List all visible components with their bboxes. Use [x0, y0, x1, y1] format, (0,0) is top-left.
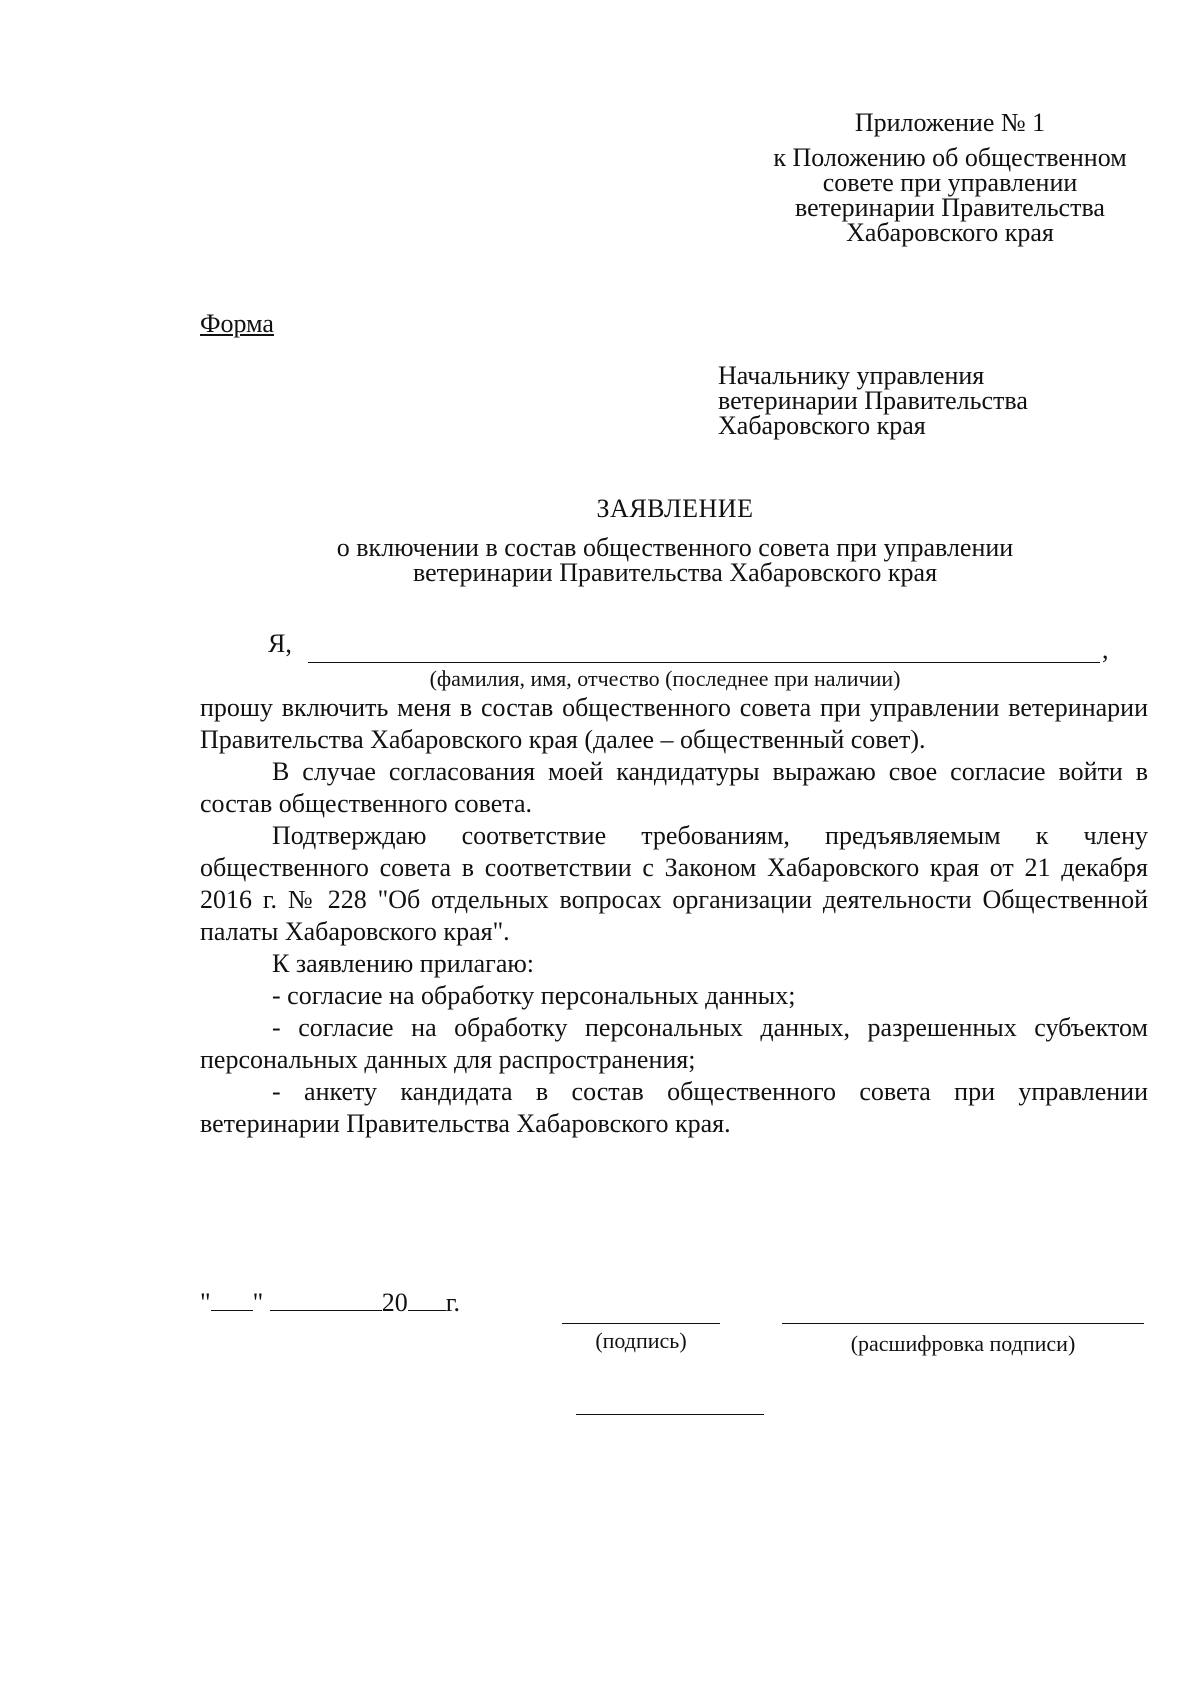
- addressee-line: Хабаровского края: [718, 411, 926, 440]
- signature-caption: (подпись): [595, 1328, 687, 1353]
- name-caption: (фамилия, имя, отчество (последнее при наличии): [429, 666, 901, 691]
- addressee-line: ветеринарии Правительства: [718, 386, 1028, 415]
- subtitle-line: ветеринарии Правительства Хабаровского края: [412, 558, 938, 587]
- year-prefix: 20: [381, 1288, 408, 1317]
- appendix-line: совете при управлении: [822, 168, 1078, 197]
- appendix-line: к Положению об общественном: [773, 143, 1127, 172]
- date-quote-close: ": [252, 1288, 264, 1317]
- date-field: [200, 1288, 460, 1318]
- signature-decode-line: [782, 1323, 1144, 1324]
- appendix-number: Приложение № 1: [854, 108, 1046, 137]
- attachment-item: - согласие на обработку персональных данных;: [272, 981, 796, 1010]
- paragraph: К заявлению прилагаю:: [272, 949, 535, 978]
- signature-decode-caption: (расшифровка подписи): [850, 1331, 1076, 1356]
- paragraph: прошу включить меня в состав общественного совета при управлении ветеринарии Правительства Хабаровского края (далее – общественный совет).: [200, 693, 1148, 754]
- date-quote-open: ": [200, 1288, 211, 1317]
- year-suffix: г.: [445, 1288, 460, 1317]
- subtitle-line: о включении в состав общественного совета при управлении: [336, 533, 1014, 562]
- name-prefix: Я,: [268, 629, 292, 658]
- month-blank: [270, 1288, 382, 1311]
- closing-rule: [576, 1414, 764, 1415]
- name-suffix: ,: [1102, 635, 1109, 664]
- signature-line: [562, 1323, 720, 1324]
- paragraph: Подтверждаю соответствие требованиям, предъявляемым к члену общественного совета в соответствии с Законом Хабаровского края от 21 декабря 2016 г. № 228 "Об отдельных вопросах организации деятельности Общественной палаты Хабаровского края".: [200, 821, 1148, 946]
- day-blank: [211, 1288, 253, 1311]
- attachment-item: - анкету кандидата в состав общественного совета при управлении ветеринарии Правительства Хабаровского края.: [200, 1077, 1148, 1138]
- appendix-line: ветеринарии Правительства: [795, 193, 1105, 222]
- addressee-line: Начальнику управления: [718, 361, 985, 390]
- attachment-item: - согласие на обработку персональных данных, разрешенных субъектом персональных данных для распространения;: [200, 1013, 1148, 1074]
- year-blank: [408, 1288, 446, 1311]
- appendix-line: Хабаровского края: [846, 218, 1054, 247]
- form-label: Форма: [200, 309, 274, 338]
- paragraph: В случае согласования моей кандидатуры выражаю свое согласие войти в состав общественного совета.: [200, 757, 1148, 818]
- document-title: ЗАЯВЛЕНИЕ: [596, 494, 754, 523]
